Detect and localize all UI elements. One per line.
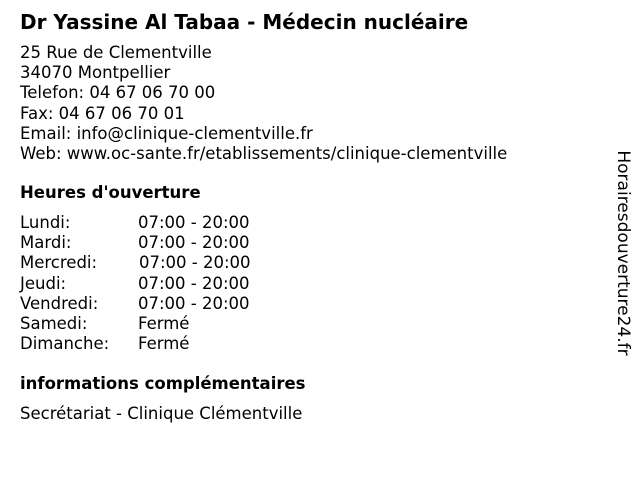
- day-label: Vendredi:: [20, 293, 99, 313]
- day-label: Jeudi:: [20, 273, 67, 293]
- page-title: Dr Yassine Al Tabaa - Médecin nucléaire: [20, 10, 469, 34]
- day-label: Lundi:: [20, 213, 71, 232]
- email-address[interactable]: Email: info@clinique-clementville.fr: [20, 123, 313, 143]
- day-label: Samedi:: [20, 313, 88, 333]
- address-city: 34070 Montpellier: [20, 63, 171, 83]
- fax-number: Fax: 04 67 06 70 01: [20, 103, 185, 123]
- phone-number[interactable]: Telefon: 04 67 06 70 00: [20, 83, 216, 103]
- time-value: 07:00 - 20:00: [138, 213, 250, 232]
- hours-heading: Heures d'ouverture: [20, 183, 201, 202]
- time-value: 07:00 - 20:00: [139, 253, 251, 273]
- website-link[interactable]: Web: www.oc-sante.fr/etablissements/clinique-clementville: [20, 144, 508, 164]
- day-label: Mercredi:: [20, 253, 98, 273]
- time-value: Fermé: [138, 334, 190, 354]
- info-text: Secrétariat - Clinique Clémentville: [20, 404, 303, 423]
- address-street: 25 Rue de Clementville: [20, 43, 212, 62]
- time-value: 07:00 - 20:00: [138, 273, 250, 293]
- contact-block: [20, 43, 507, 164]
- site-watermark: Horairesdouverture24.fr: [613, 150, 633, 356]
- time-value: 07:00 - 20:00: [138, 293, 250, 313]
- day-label: Mardi:: [20, 233, 72, 253]
- day-label: Dimanche:: [20, 334, 110, 354]
- time-value: 07:00 - 20:00: [138, 233, 250, 253]
- time-value: Fermé: [138, 313, 190, 333]
- info-heading: informations complémentaires: [20, 374, 306, 393]
